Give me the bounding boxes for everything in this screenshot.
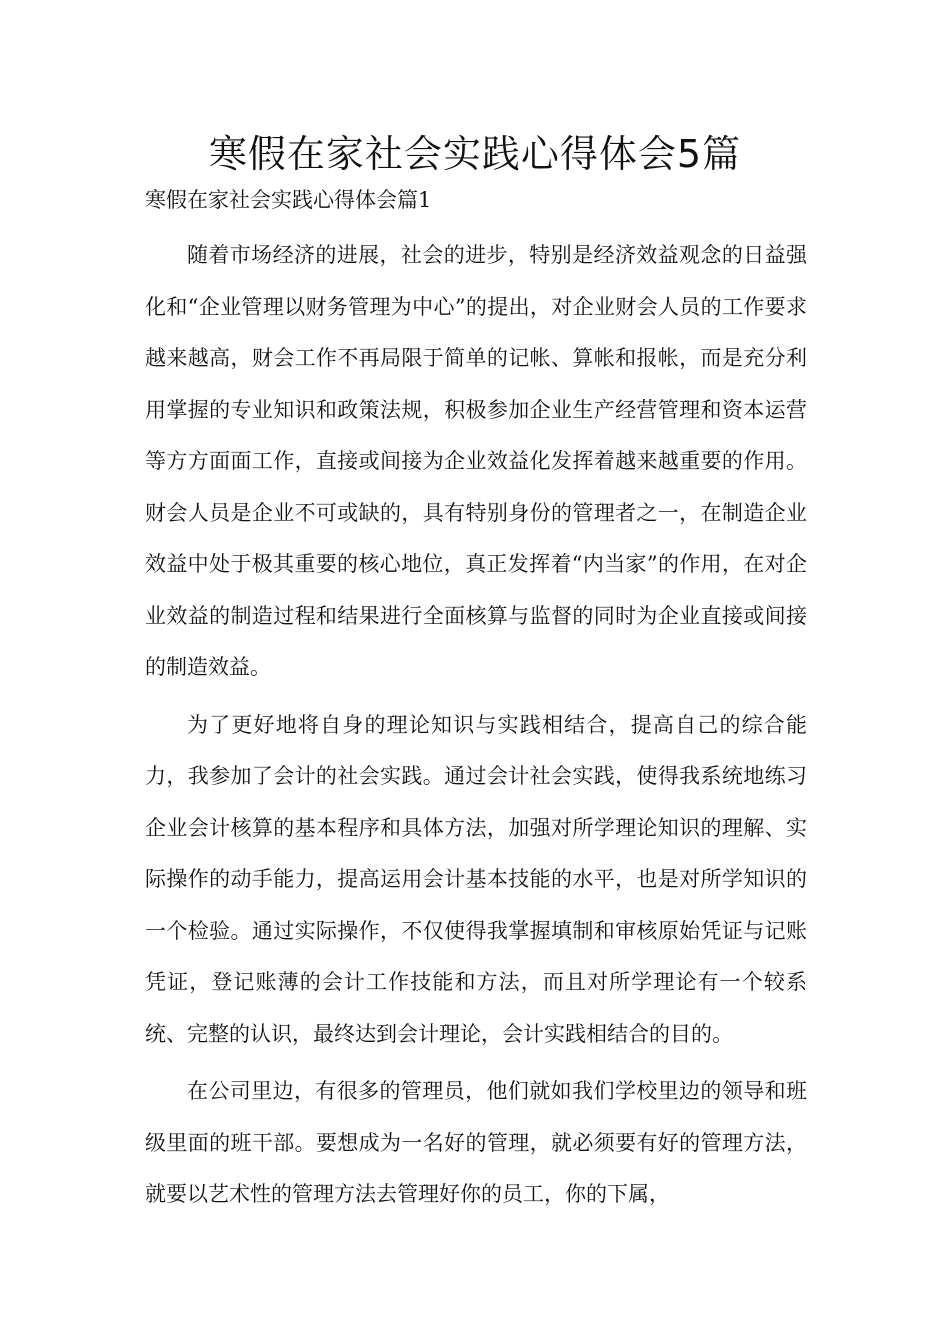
paragraph: 为了更好地将自身的理论知识与实践相结合，提高自己的综合能力，我参加了会计的社会实践。通过会计社会实践，使得我系统地练习企业会计核算的基本程序和具体方法，加强对所学理论知识的理解、实际操作的动手能力，提高运用会计基本技能的水平，也是对所学知识的一个检验。通过实际操作，不仅使得我掌握填制和审核原始凭证与记账凭证，登记账薄的会计工作技能和方法，而且对所学理论有一个较系统、完整的认识，最终达到会计理论，会计实践相结合的目的。 (145, 712, 807, 1046)
paragraph: 随着市场经济的进展，社会的进步，特别是经济效益观念的日益强化和“企业管理以财务管理为中心”的提出，对企业财会人员的工作要求越来越高，财会工作不再局限于简单的记帐、算帐和报帐，而是充分利用掌握的专业知识和政策法规，积极参加企业生产经营管理和资本运营等方方面面工作，直接或间接为企业效益化发挥着越来越重要的作用。财会人员是企业不可或缺的，具有特别身份的管理者之一，在制造企业效益中处于极其重要的核心地位，真正发挥着“内当家”的作用，在对企业效益的制造过程和结果进行全面核算与监督的同时为企业直接或间接的制造效益。 (145, 243, 807, 679)
document-title: 寒假在家社会实践心得体会5篇 (208, 132, 742, 176)
document-body (145, 230, 807, 1227)
section-heading: 寒假在家社会实践心得体会篇1 (145, 188, 432, 212)
paragraph: 在公司里边，有很多的管理员，他们就如我们学校里边的领导和班级里面的班干部。要想成为一名好的管理，就必须要有好的管理方法，就要以艺术性的管理方法去管理好你的员工，你的下属， (145, 1079, 807, 1206)
